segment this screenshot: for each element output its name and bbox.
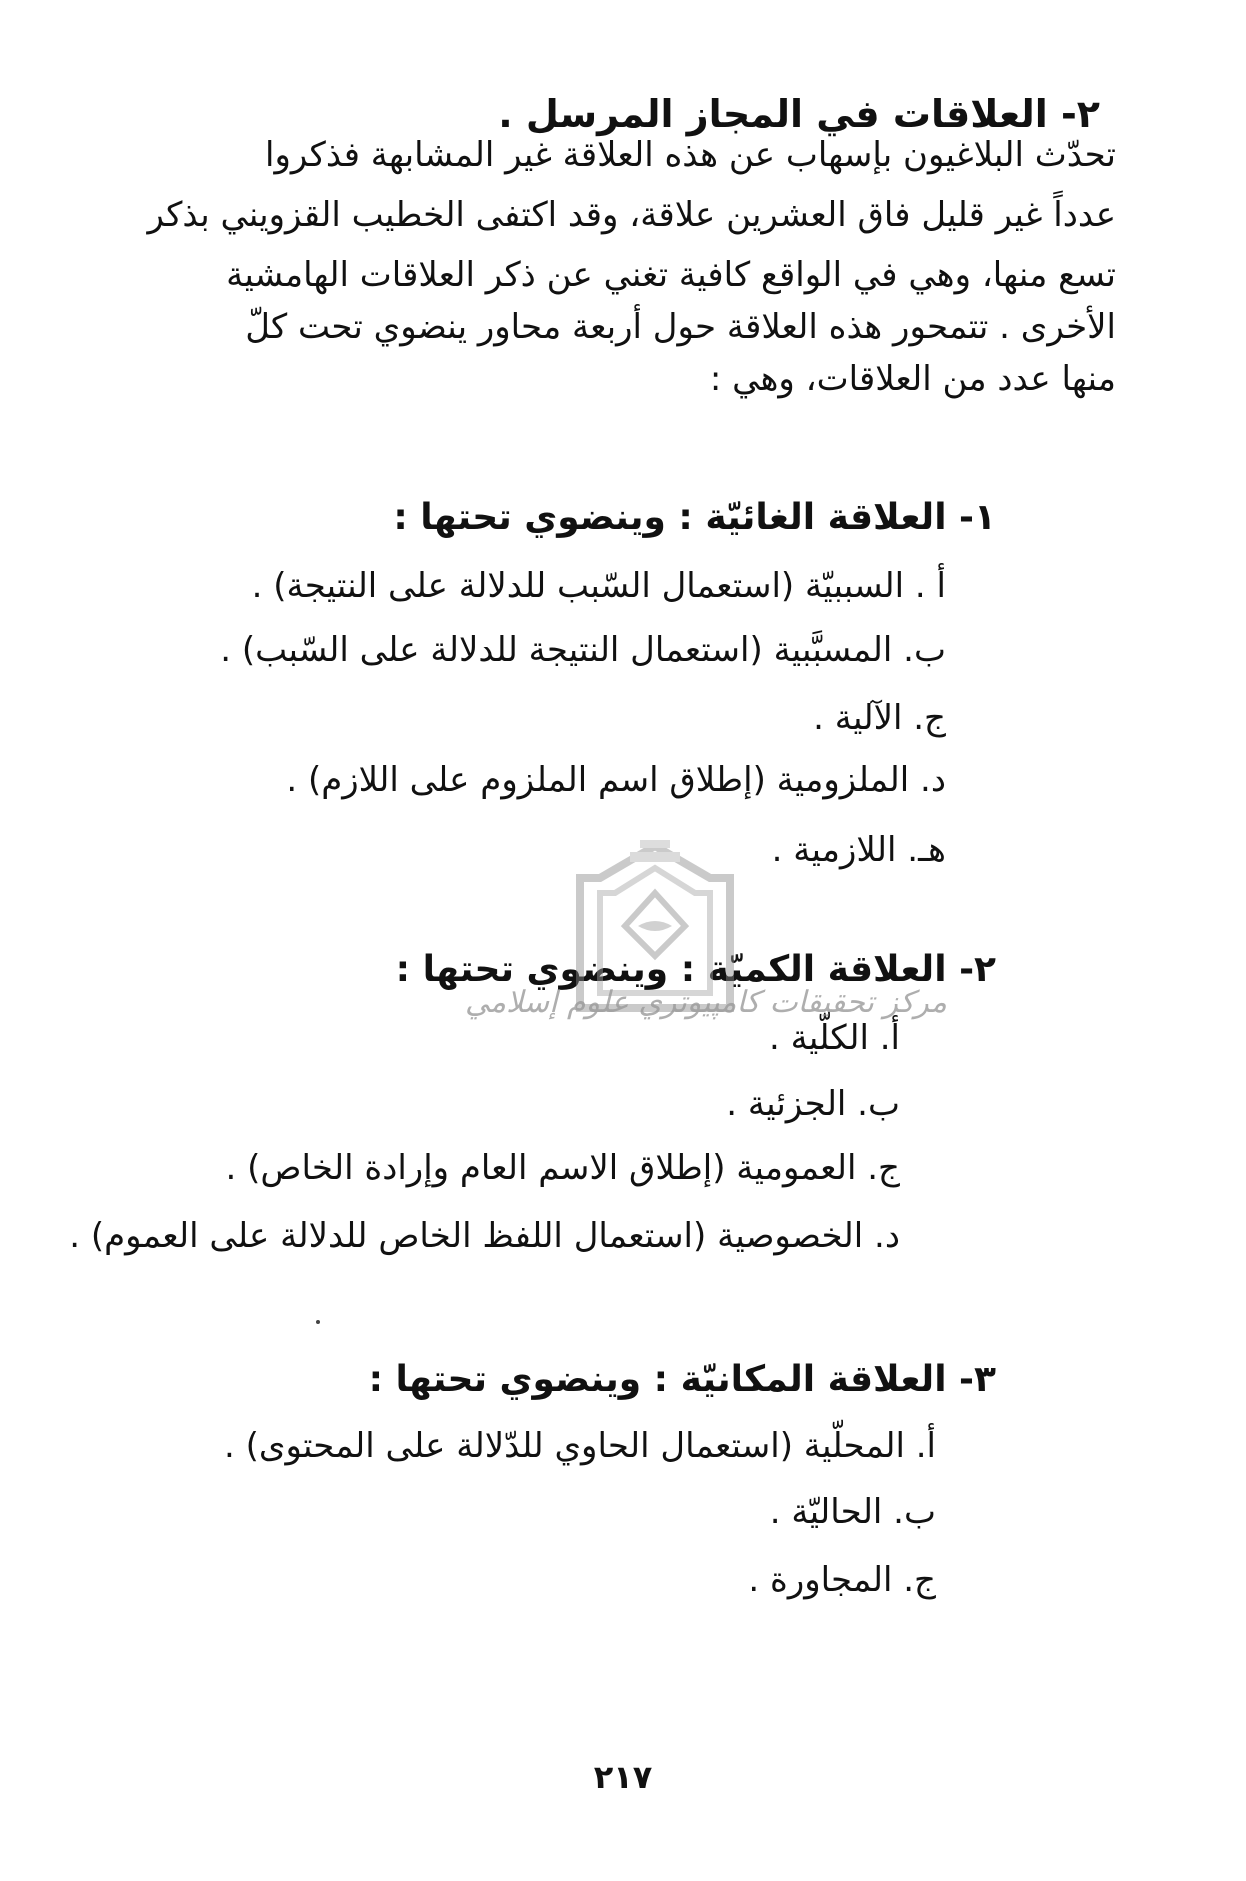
section1-title: ١- العلاقة الغائيّة : وينضوي تحتها : — [393, 497, 996, 538]
section1-item-3: ج. الآلية . — [813, 698, 946, 738]
section-heading: ٢- العلاقات في المجاز المرسل . — [498, 92, 1100, 136]
section3-item-1: أ. المحلّية (استعمال الحاوي للدّلالة على المحتوى) . — [223, 1426, 936, 1466]
section3-title: ٣- العلاقة المكانيّة : وينضوي تحتها : — [368, 1359, 996, 1400]
section1-item-2: ب. المسبَّبية (استعمال النتيجة للدلالة على السّبب) . — [220, 630, 946, 670]
section2-item-3: ج. العمومية (إطلاق الاسم العام وإرادة الخاص) . — [225, 1148, 900, 1188]
section2-title: ٢- العلاقة الكميّة : وينضوي تحتها : — [395, 949, 996, 990]
section2-item-2: ب. الجزئية . — [726, 1084, 900, 1124]
section1-item-1: أ . السببيّة (استعمال السّبب للدلالة على النتيجة) . — [251, 566, 946, 606]
watermark-signature: مركز تحقيقات كامپيوتري علوم إسلامي — [465, 985, 947, 1020]
section1-item-5: هـ. اللازمية . — [771, 830, 946, 870]
section2-item-1: أ. الكلّية . — [768, 1018, 900, 1058]
intro-line-4: الأخرى . تتمحور هذه العلاقة حول أربعة محاور ينضوي تحت كلّ — [245, 307, 1116, 347]
section2-item-4: د. الخصوصية (استعمال اللفظ الخاص للدلالة على العموم) . — [69, 1216, 900, 1256]
section1-item-4: د. الملزومية (إطلاق اسم الملزوم على اللازم) . — [286, 760, 946, 800]
section3-item-2: ب. الحاليّة . — [769, 1492, 936, 1532]
intro-line-1: تحدّث البلاغيون بإسهاب عن هذه العلاقة غير المشابهة فذكروا — [265, 135, 1116, 175]
stray-dot — [316, 1320, 320, 1324]
intro-line-2: عدداً غير قليل فاق العشرين علاقة، وقد اكتفى الخطيب القزويني بذكر — [147, 195, 1116, 235]
page-number: ٢١٧ — [593, 1758, 653, 1796]
intro-line-5: منها عدد من العلاقات، وهي : — [709, 359, 1116, 399]
section3-item-3: ج. المجاورة . — [748, 1560, 936, 1600]
intro-line-3: تسع منها، وهي في الواقع كافية تغني عن ذكر العلاقات الهامشية — [226, 255, 1116, 295]
